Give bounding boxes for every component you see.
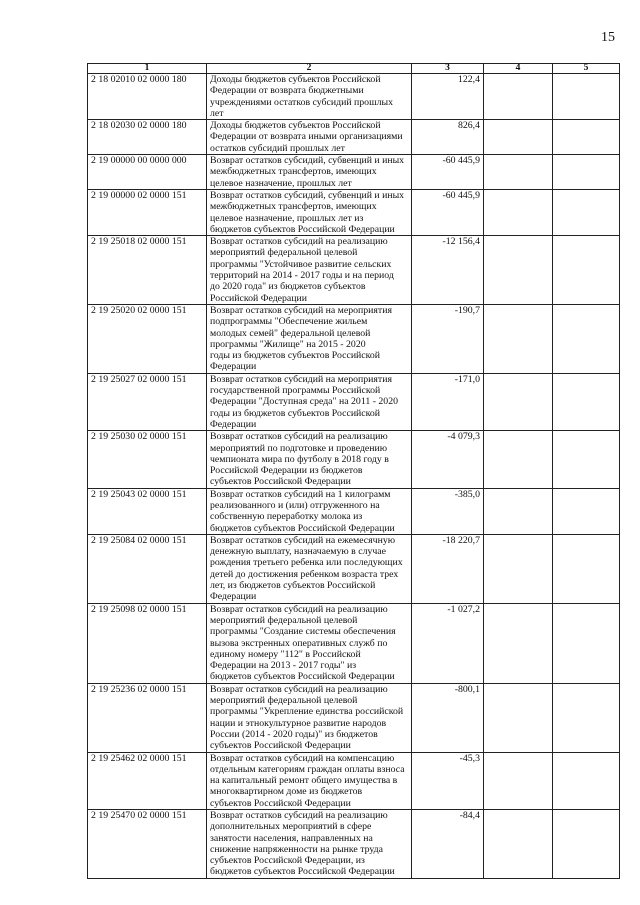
budget-code-cell: 2 19 25470 02 0000 151 [88,810,207,879]
column-5-cell [553,810,620,879]
budget-code-cell: 2 18 02010 02 0000 180 [88,74,207,120]
table-row [88,810,620,879]
column-4-cell [484,189,553,235]
income-name-cell: Возврат остатков субсидий на реализацию мероприятий федеральной целевой программы "Устойчивое развитие сельских территорий на 2014 - 2017 годы и на период до 2020 года" из бюджетов субъектов Российской Федерации [207,236,412,305]
table-row [88,488,620,534]
budget-code-cell: 2 19 00000 02 0000 151 [88,189,207,235]
table-row [88,155,620,190]
table-row [88,236,620,305]
table-header [88,64,620,74]
column-5-cell [553,488,620,534]
amount-cell: -18 220,7 [412,534,484,603]
income-name-cell: Возврат остатков субсидий на ежемесячную денежную выплату, назначаемую в случае рождения третьего ребенка или последующих детей до достижения ребенком возраста трех лет, из бюджетов субъектов Российской Федерации [207,534,412,603]
income-name-cell: Возврат остатков субсидий на 1 килограмм реализованного и (или) отгруженного на собственную переработку молока из бюджетов субъектов Российской Федерации [207,488,412,534]
table-row [88,603,620,683]
budget-code-cell: 2 19 25020 02 0000 151 [88,304,207,373]
income-name-cell: Возврат остатков субсидий на мероприятия государственной программы Российской Федерации "Доступная среда" на 2011 - 2020 годы из бюджетов субъектов Российской Федерации [207,373,412,430]
table-row [88,752,620,809]
amount-cell: -171,0 [412,373,484,430]
column-5-cell [553,534,620,603]
amount-cell: -190,7 [412,304,484,373]
column-header-4: 4 [484,64,553,74]
table-row [88,373,620,430]
income-name-cell: Возврат остатков субсидий на компенсацию отдельным категориям граждан оплаты взноса на капитальный ремонт общего имущества в многоквартирном доме из бюджетов субъектов Российской Федерации [207,752,412,809]
table-row [88,189,620,235]
column-4-cell [484,304,553,373]
column-5-cell [553,752,620,809]
budget-code-cell: 2 19 25027 02 0000 151 [88,373,207,430]
column-header-5: 5 [553,64,620,74]
column-5-cell [553,431,620,488]
column-4-cell [484,236,553,305]
budget-code-cell: 2 19 25098 02 0000 151 [88,603,207,683]
amount-cell: -1 027,2 [412,603,484,683]
income-name-cell: Возврат остатков субсидий, субвенций и иных межбюджетных трансфертов, имеющих целевое назначение, прошлых лет из бюджетов субъектов Российской Федерации [207,189,412,235]
income-name-cell: Возврат остатков субсидий, субвенций и иных межбюджетных трансфертов, имеющих целевое назначение, прошлых лет [207,155,412,190]
amount-cell: -60 445,9 [412,189,484,235]
table-body [88,74,620,879]
column-5-cell [553,74,620,120]
column-header-1: 1 [88,64,207,74]
table-row [88,74,620,120]
table-row [88,431,620,488]
table-row [88,534,620,603]
column-4-cell [484,120,553,155]
column-5-cell [553,373,620,430]
table-row [88,304,620,373]
budget-code-cell: 2 19 25084 02 0000 151 [88,534,207,603]
income-name-cell: Возврат остатков субсидий на реализацию мероприятий федеральной целевой программы "Создание системы обеспечения вызова экстренных оперативных служб по единому номеру "112" в Российской Федерации на 2013 - 2017 годы" из бюджетов субъектов Российской Федерации [207,603,412,683]
amount-cell: -4 079,3 [412,431,484,488]
column-5-cell [553,120,620,155]
column-4-cell [484,683,553,752]
column-header-2: 2 [207,64,412,74]
budget-code-cell: 2 19 25030 02 0000 151 [88,431,207,488]
amount-cell: -84,4 [412,810,484,879]
budget-table [87,63,620,879]
amount-cell: -800,1 [412,683,484,752]
column-4-cell [484,534,553,603]
column-4-cell [484,603,553,683]
column-4-cell [484,810,553,879]
column-header-3: 3 [412,64,484,74]
income-name-cell: Доходы бюджетов субъектов Российской Федерации от возврата бюджетными учреждениями остатков субсидий прошлых лет [207,74,412,120]
table-row [88,120,620,155]
income-name-cell: Возврат остатков субсидий на реализацию дополнительных мероприятий в сфере занятости населения, направленных на снижение напряженности на рынке труда субъектов Российской Федерации, из бюджетов субъектов Российской Федерации [207,810,412,879]
column-5-cell [553,603,620,683]
column-4-cell [484,155,553,190]
amount-cell: -60 445,9 [412,155,484,190]
income-name-cell: Возврат остатков субсидий на реализацию мероприятий по подготовке и проведению чемпионата мира по футболу в 2018 году в Российской Федерации из бюджетов субъектов Российской Федерации [207,431,412,488]
column-5-cell [553,189,620,235]
column-4-cell [484,431,553,488]
amount-cell: 122,4 [412,74,484,120]
budget-code-cell: 2 19 25462 02 0000 151 [88,752,207,809]
table-row [88,683,620,752]
budget-code-cell: 2 19 25018 02 0000 151 [88,236,207,305]
budget-code-cell: 2 19 25236 02 0000 151 [88,683,207,752]
amount-cell: 826,4 [412,120,484,155]
column-4-cell [484,74,553,120]
column-5-cell [553,155,620,190]
column-4-cell [484,488,553,534]
column-4-cell [484,752,553,809]
income-name-cell: Возврат остатков субсидий на реализацию мероприятий федеральной целевой программы "Укрепление единства российской нации и этнокультурное развитие народов России (2014 - 2020 годы)" из бюджетов субъектов Российской Федерации [207,683,412,752]
column-5-cell [553,236,620,305]
income-name-cell: Возврат остатков субсидий на мероприятия подпрограммы "Обеспечение жильем молодых семей" федеральной целевой программы "Жилище" на 2015 - 2020 годы из бюджетов субъектов Российской Федерации [207,304,412,373]
column-5-cell [553,304,620,373]
budget-code-cell: 2 18 02030 02 0000 180 [88,120,207,155]
page-number: 15 [601,30,615,45]
budget-code-cell: 2 19 25043 02 0000 151 [88,488,207,534]
column-5-cell [553,683,620,752]
amount-cell: -12 156,4 [412,236,484,305]
amount-cell: -45,3 [412,752,484,809]
income-name-cell: Доходы бюджетов субъектов Российской Федерации от возврата иными организациями остатков субсидий прошлых лет [207,120,412,155]
amount-cell: -385,0 [412,488,484,534]
budget-code-cell: 2 19 00000 00 0000 000 [88,155,207,190]
column-4-cell [484,373,553,430]
